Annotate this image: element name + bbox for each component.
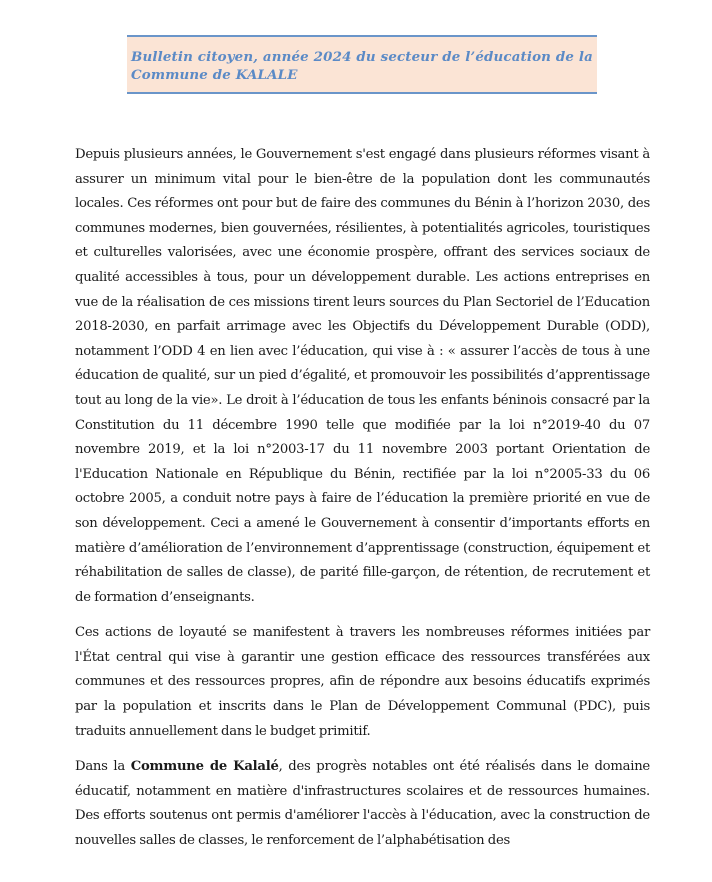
paragraph-kalale-text: , des progrès notables ont été réalisés dans le domaine éducatif, notamment en matière d'infrastructures scolaires et de ressources humaines. Des efforts soutenus ont permis d'améliorer l'accès à l'éducation, avec la construction de nouvelles salles de classes, le renforcement de l’alphabétisation des <box>75 759 650 849</box>
bulletin-title: Bulletin citoyen, année 2024 du secteur de l’éducation de la Commune de KALALE <box>131 49 593 83</box>
commune-name: Commune de Kalalé <box>130 759 279 775</box>
paragraph-kalale-prefix: Dans la <box>75 759 131 775</box>
paragraph-actions: Ces actions de loyauté se manifestent à travers les nombreuses réformes initiées par l'État central qui vise à garantir une gestion efficace des ressources transférées aux communes et des ressources propres, afin de répondre aux besoins éducatifs exprimés par la population et inscrits dans le Plan de Développement Communal (PDC), puis traduits annuellement dans le budget primitif. <box>75 625 650 739</box>
document-body <box>75 143 650 865</box>
bulletin-title-box <box>127 35 597 94</box>
paragraph-intro: Depuis plusieurs années, le Gouvernement s'est engagé dans plusieurs réformes visant à assurer un minimum vital pour le bien-être de la population dont les communautés locales. Ces réformes ont pour but de faire des communes du Bénin à l’horizon 2030, des communes modernes, bien gouvernées, résilientes, à potentialités agricoles, touristiques et culturelles valorisées, avec une économie prospère, offrant des services sociaux de qualité accessibles à tous, pour un développement durable. Les actions entreprises en vue de la réalisation de ces missions tirent leurs sources du Plan Sectoriel de l’Education 2018-2030, en parfait arrimage avec les Objectifs du Développement Durable (ODD), notamment l’ODD 4 en lien avec l’éducation, qui vise à : « assurer l’accès de tous à une éducation de qualité, sur un pied d’égalité, et promouvoir les possibilités d’apprentissage tout au long de la vie». Le droit à l’éducation de tous les enfants béninois consacré par la Constitution du 11 décembre 1990 telle que modifiée par la loi n°2019-40 du 07 novembre 2019, et la loi n°2003-17 du 11 novembre 2003 portant Orientation de l'Education Nationale en République du Bénin, rectifiée par la loi n°2005-33 du 06 octobre 2005, a conduit notre pays à faire de l’éducation la première priorité en vue de son développement. Ceci a amené le Gouvernement à consentir d’importants efforts en matière d’amélioration de l’environnement d’apprentissage (construction, équipement et réhabilitation de salles de classe), de parité fille-garçon, de rétention, de recrutement et de formation d’enseignants. <box>75 147 650 605</box>
paragraph-kalale <box>75 755 650 853</box>
